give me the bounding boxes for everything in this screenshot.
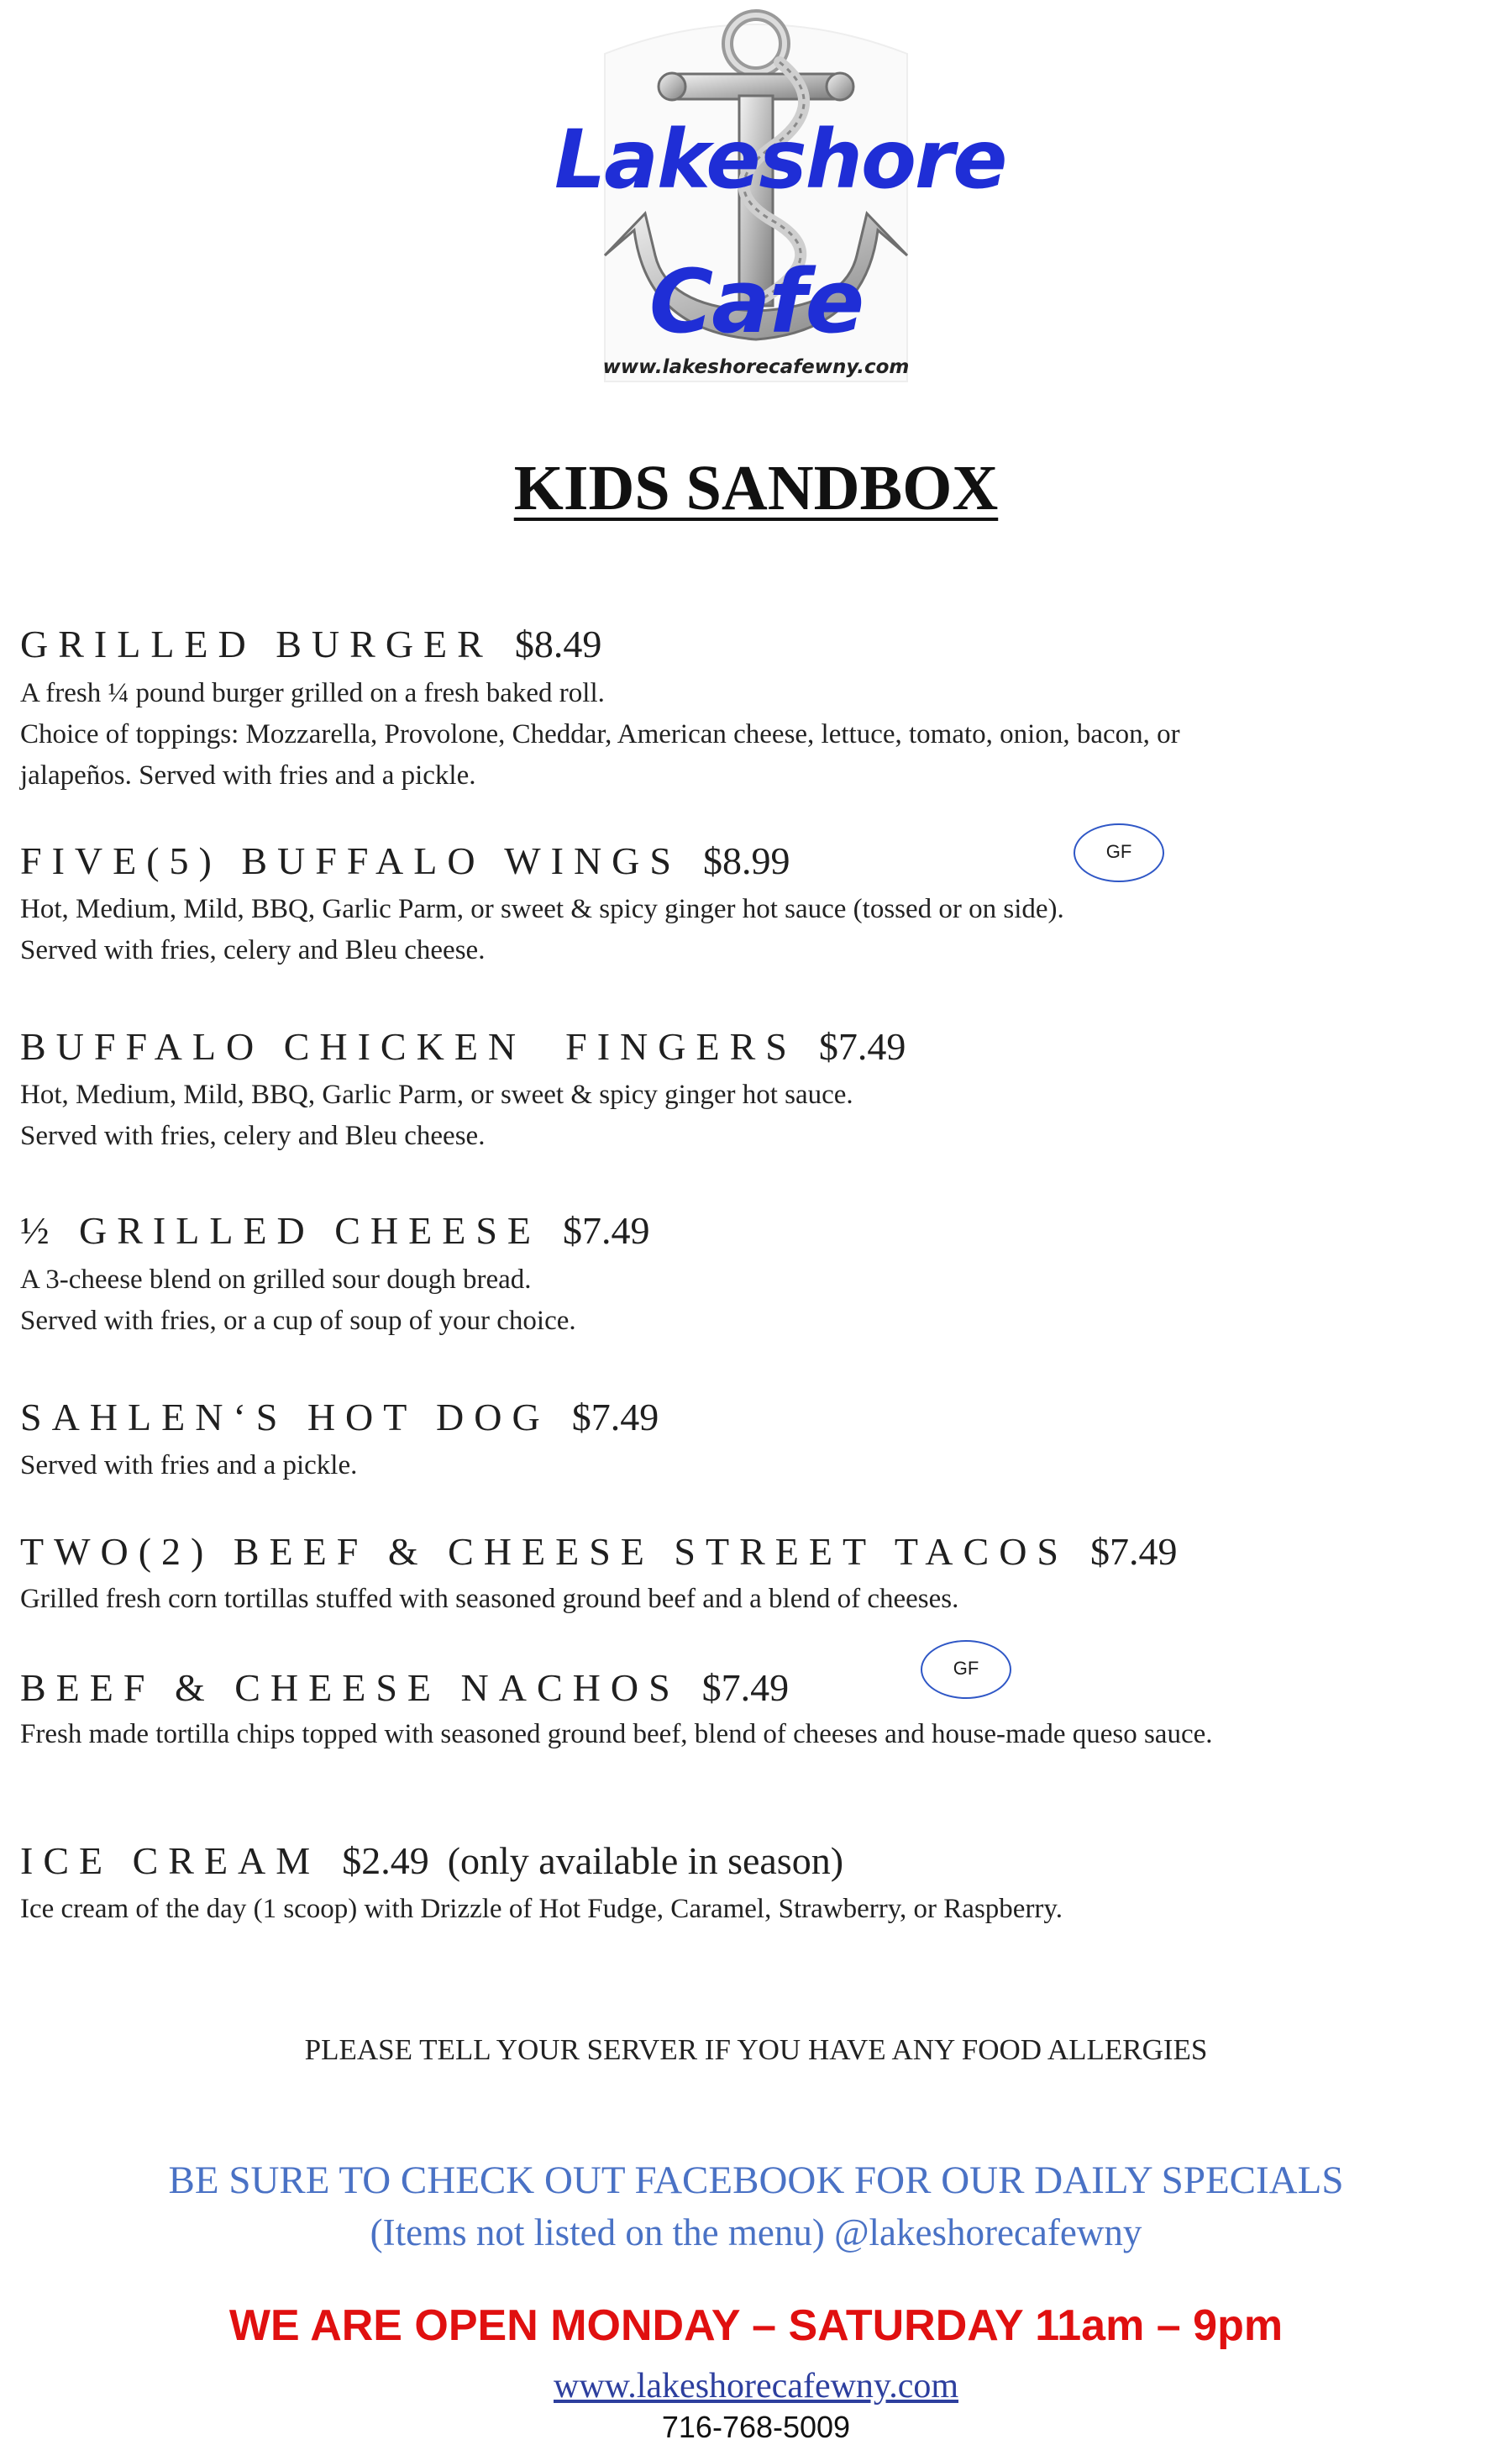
item-price: $7.49 [563,1209,650,1252]
item-desc: A 3-cheese blend on grilled sour dough bread. [20,1265,532,1295]
item-desc: A fresh ¼ pound burger grilled on a fresh baked roll. [20,678,605,708]
item-price: $7.49 [701,1666,790,1709]
item-desc: Served with fries, celery and Bleu cheese. [20,935,486,965]
item-desc: Choice of toppings: Mozzarella, Provolone, Cheddar, American cheese, lettuce, tomato, onion, bacon, or [20,719,1180,749]
menu-item-chicken-fingers [20,1024,906,1069]
website-line [0,2366,1512,2406]
facebook-specials-notice: BE SURE TO CHECK OUT FACEBOOK FOR OUR DAILY SPECIALS [168,2158,1344,2202]
logo-text-cafe: Cafe [648,250,864,353]
item-availability-note: (only available in season) [447,1839,844,1882]
item-desc: Ice cream of the day (1 scoop) with Drizzle of Hot Fudge, Caramel, Strawberry, or Raspberry. [20,1894,1063,1924]
item-price: $7.49 [1090,1530,1178,1573]
opening-hours: WE ARE OPEN MONDAY – SATURDAY 11am – 9pm [228,2301,1284,2350]
logo-url: www.lakeshorecafewny.com [602,356,910,378]
website-link[interactable]: www.lakeshorecafewny.com [553,2367,958,2406]
item-name: ½ GRILLED CHEESE [20,1209,542,1252]
menu-item-street-tacos [20,1529,1178,1574]
item-price: $8.99 [702,839,790,882]
menu-item-grilled-cheese [20,1208,650,1253]
gluten-free-badge: GF [1074,823,1164,882]
gluten-free-badge: GF [921,1640,1011,1699]
item-desc: jalapeños. Served with fries and a pickle. [20,760,476,791]
allergy-notice: PLEASE TELL YOUR SERVER IF YOU HAVE ANY FOOD ALLERGIES [304,2033,1208,2066]
item-desc: Served with fries, or a cup of soup of your choice. [20,1306,576,1336]
item-desc: Hot, Medium, Mild, BBQ, Garlic Parm, or sweet & spicy ginger hot sauce (tossed or on side). [20,894,1064,924]
page-title [0,452,1512,525]
item-name: GRILLED BURGER [20,623,493,665]
menu-item-buffalo-wings [20,839,790,883]
item-name: BUFFALO CHICKEN FINGERS [20,1025,797,1068]
item-desc: Grilled fresh corn tortillas stuffed with seasoned ground beef and a blend of cheeses. [20,1584,959,1614]
item-price: $7.49 [571,1396,659,1438]
item-name: FIVE(5) BUFFALO WINGS [20,839,681,882]
item-desc: Served with fries and a pickle. [20,1450,358,1480]
phone-number: 716-768-5009 [661,2410,851,2444]
item-price: $2.49 [342,1839,429,1882]
facebook-handle-line: (Items not listed on the menu) @lakeshorecafewny [370,2211,1142,2253]
item-desc: Hot, Medium, Mild, BBQ, Garlic Parm, or sweet & spicy ginger hot sauce. [20,1080,853,1110]
item-name: TWO(2) BEEF & CHEESE STREET TACOS [20,1530,1069,1573]
item-name: BEEF & CHEESE NACHOS [20,1666,680,1709]
menu-item-nachos [20,1665,789,1710]
item-name: ICE CREAM [20,1839,321,1882]
item-price: $8.49 [514,623,602,665]
item-price: $7.49 [818,1025,906,1068]
menu-item-grilled-burger [20,622,601,666]
logo-text-lakeshore: Lakeshore [554,113,1006,207]
menu-item-hot-dog [20,1395,659,1439]
item-desc: Fresh made tortilla chips topped with seasoned ground beef, blend of cheeses and house-made queso sauce. [20,1719,1213,1749]
item-desc: Served with fries, celery and Bleu cheese. [20,1121,486,1151]
menu-item-ice-cream [20,1838,843,1883]
item-name: SAHLEN‘S HOT DOG [20,1396,550,1438]
page-title-text: KIDS SANDBOX [513,453,999,523]
